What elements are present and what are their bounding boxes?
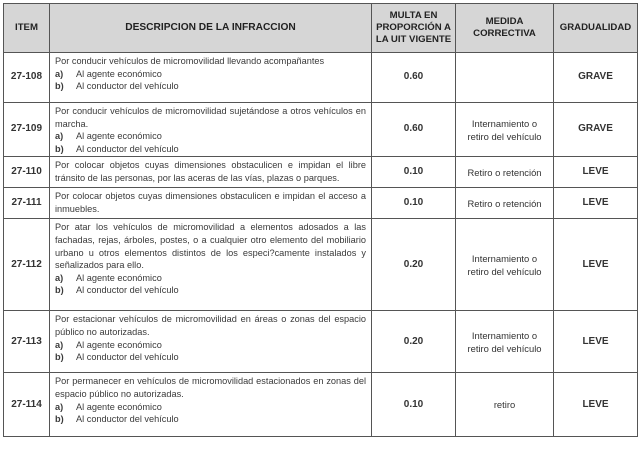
table-row [4,53,638,103]
multa-value: 0.60 [372,103,456,157]
option-letter: b) [55,285,64,296]
description-option [55,401,366,414]
option-letter: a) [55,131,64,142]
infractions-table-container [3,3,638,437]
medida-correctiva: Retiro o retención [456,188,554,219]
description-option [55,143,366,156]
infraction-description: Por estacionar vehículos de micromovilidad en áreas o zonas del espacio público no autorizadas. [55,314,366,337]
medida-correctiva: retiro [456,373,554,437]
description-option [55,339,366,352]
option-text: Al conductor del vehículo [76,352,179,363]
gradualidad-value: LEVE [554,219,638,311]
infraction-description: Por atar los vehículos de micromovilidad a elementos adosados a las fachadas, rejas, árboles, postes, o a cualquier otro elemento del mobiliario urbano u otros elementos distintos de los especi?camente instalados y señalizados para ello. [55,222,366,271]
header-multa: MULTA EN PROPORCIÓN A LA UIT VIGENTE [372,4,456,53]
infraction-description-cell [50,311,372,373]
item-code: 27-114 [4,373,50,437]
gradualidad-value: LEVE [554,373,638,437]
description-option [55,284,366,297]
option-text: Al agente económico [76,68,162,79]
option-letter: a) [55,272,64,283]
description-option [55,272,366,285]
gradualidad-value: LEVE [554,311,638,373]
infraction-description-cell [50,157,372,188]
header-descripcion: DESCRIPCION DE LA INFRACCION [50,4,372,53]
header-row [4,4,638,53]
infraction-description-cell [50,103,372,157]
medida-correctiva: Retiro o retención [456,157,554,188]
multa-value: 0.20 [372,219,456,311]
option-text: Al agente económico [76,131,162,142]
medida-correctiva: Internamiento o retiro del vehículo [456,219,554,311]
gradualidad-value: LEVE [554,188,638,219]
header-item: ITEM [4,4,50,53]
medida-correctiva: Internamiento o retiro del vehículo [456,103,554,157]
item-code: 27-112 [4,219,50,311]
infraction-description-cell [50,373,372,437]
multa-value: 0.10 [372,373,456,437]
option-text: Al agente económico [76,339,162,350]
item-code: 27-111 [4,188,50,219]
multa-value: 0.10 [372,188,456,219]
header-medida: MEDIDA CORRECTIVA [456,4,554,53]
medida-correctiva: Internamiento o retiro del vehículo [456,311,554,373]
option-text: Al conductor del vehículo [76,285,179,296]
gradualidad-value: GRAVE [554,53,638,103]
table-row [4,311,638,373]
table-row [4,188,638,219]
option-letter: b) [55,143,64,154]
option-letter: a) [55,68,64,79]
infraction-description: Por colocar objetos cuyas dimensiones obstaculicen e impidan el acceso a inmuebles. [55,191,366,214]
option-letter: a) [55,339,64,350]
description-option [55,130,366,143]
infractions-table [3,3,638,437]
description-option [55,68,366,81]
multa-value: 0.10 [372,157,456,188]
option-text: Al agente económico [76,401,162,412]
infraction-description-cell [50,219,372,311]
multa-value: 0.60 [372,53,456,103]
infraction-description: Por colocar objetos cuyas dimensiones obstaculicen e impidan el libre tránsito de las personas, por las aceras de las vías, plazas o parques. [55,160,366,183]
gradualidad-value: LEVE [554,157,638,188]
table-row [4,219,638,311]
infraction-description-cell [50,53,372,103]
infraction-description-cell [50,188,372,219]
gradualidad-value: GRAVE [554,103,638,157]
table-row [4,103,638,157]
header-gradualidad: GRADUALIDAD [554,4,638,53]
option-letter: b) [55,352,64,363]
item-code: 27-108 [4,53,50,103]
option-letter: a) [55,401,64,412]
option-text: Al agente económico [76,272,162,283]
table-row [4,157,638,188]
item-code: 27-113 [4,311,50,373]
infraction-description: Por conducir vehículos de micromovilidad llevando acompañantes [55,56,325,66]
item-code: 27-109 [4,103,50,157]
option-text: Al conductor del vehículo [76,143,179,154]
option-text: Al conductor del vehículo [76,81,179,92]
infraction-description: Por conducir vehículos de micromovilidad sujetándose a otros vehículos en marcha. [55,106,366,129]
infraction-description: Por permanecer en vehículos de micromovilidad estacionados en zonas del espacio público no autorizadas. [55,376,366,399]
item-code: 27-110 [4,157,50,188]
option-letter: b) [55,414,64,425]
medida-correctiva [456,53,554,103]
table-row [4,373,638,437]
description-option [55,80,366,93]
option-text: Al conductor del vehículo [76,414,179,425]
option-letter: b) [55,81,64,92]
description-option [55,351,366,364]
description-option [55,413,366,426]
multa-value: 0.20 [372,311,456,373]
